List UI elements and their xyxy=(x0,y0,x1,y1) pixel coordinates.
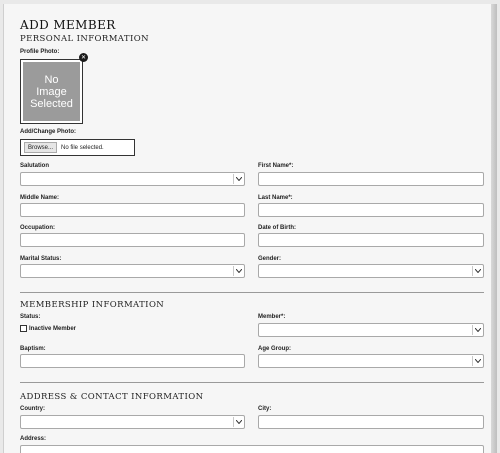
last-name-label: Last Name*: xyxy=(258,195,293,201)
personal-information-heading: PERSONAL INFORMATION xyxy=(20,34,149,44)
first-name-input[interactable] xyxy=(258,172,484,186)
browse-button[interactable]: Browse... xyxy=(24,142,57,153)
section-divider xyxy=(20,292,484,293)
baptism-label: Baptism: xyxy=(20,346,46,352)
member-select[interactable] xyxy=(258,323,484,337)
file-status-text: No file selected. xyxy=(61,144,104,151)
membership-information-heading: MEMBERSHIP INFORMATION xyxy=(20,300,165,310)
marital-status-select[interactable] xyxy=(20,264,245,278)
inactive-member-checkbox[interactable] xyxy=(20,325,27,332)
chevron-down-icon xyxy=(472,325,482,335)
address-contact-heading: ADDRESS & CONTACT INFORMATION xyxy=(20,392,204,402)
gender-label: Gender: xyxy=(258,256,282,262)
marital-status-label: Marital Status: xyxy=(20,256,62,262)
inactive-member-label: Inactive Member xyxy=(29,326,77,332)
age-group-select[interactable] xyxy=(258,354,484,368)
add-change-photo-label: Add/Change Photo: xyxy=(20,129,76,135)
city-input[interactable] xyxy=(258,415,484,429)
chevron-down-icon xyxy=(233,266,243,276)
chevron-down-icon xyxy=(472,356,482,366)
photo-file-input[interactable] xyxy=(20,139,135,156)
profile-photo-label: Profile Photo: xyxy=(20,49,60,55)
occupation-label: Occupation: xyxy=(20,225,56,231)
status-label: Status: xyxy=(20,314,41,320)
first-name-label: First Name*: xyxy=(258,163,294,169)
gender-select[interactable] xyxy=(258,264,484,278)
country-label: Country: xyxy=(20,406,45,412)
chevron-down-icon xyxy=(233,174,243,184)
city-label: City: xyxy=(258,406,272,412)
chevron-down-icon xyxy=(233,417,243,427)
profile-photo[interactable] xyxy=(20,59,83,124)
salutation-select[interactable] xyxy=(20,172,245,186)
last-name-input[interactable] xyxy=(258,203,484,217)
address-input[interactable] xyxy=(20,445,484,453)
age-group-label: Age Group: xyxy=(258,346,291,352)
date-of-birth-label: Date of Birth: xyxy=(258,225,296,231)
salutation-label: Salutation xyxy=(20,163,50,169)
section-divider xyxy=(20,382,484,383)
add-member-form xyxy=(3,4,497,453)
chevron-down-icon xyxy=(472,266,482,276)
country-select[interactable] xyxy=(20,415,245,429)
middle-name-input[interactable] xyxy=(20,203,245,217)
address-label: Address: xyxy=(20,436,47,442)
middle-name-label: Middle Name: xyxy=(20,195,60,201)
member-label: Member*: xyxy=(258,314,286,320)
no-image-placeholder: No Image Selected xyxy=(23,62,80,121)
page-title: ADD MEMBER xyxy=(20,18,116,32)
remove-photo-close-icon[interactable]: ✕ xyxy=(80,54,87,61)
date-of-birth-input[interactable] xyxy=(258,233,484,247)
occupation-input[interactable] xyxy=(20,233,245,247)
baptism-input[interactable] xyxy=(20,354,245,368)
